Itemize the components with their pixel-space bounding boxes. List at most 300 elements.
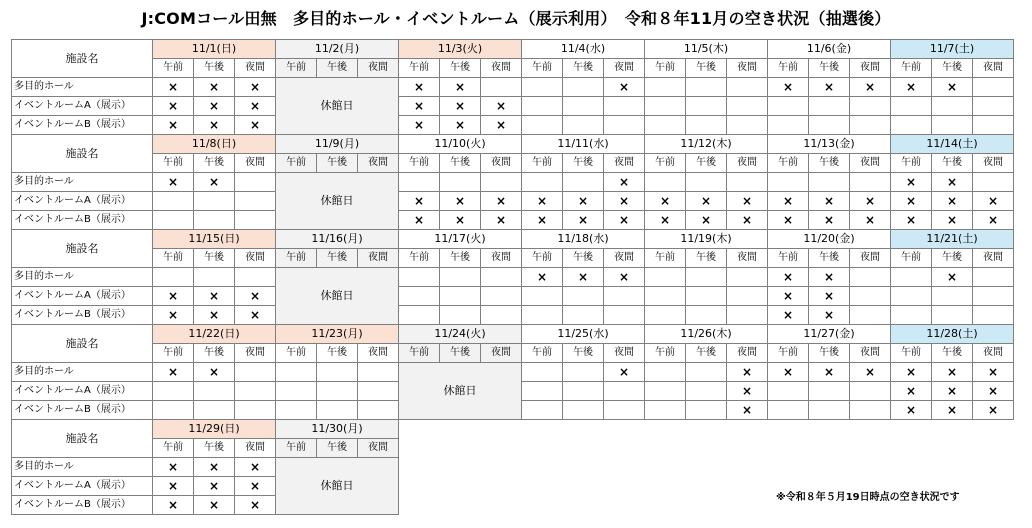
booked-mark: × — [399, 116, 440, 135]
booked-mark: × — [727, 401, 768, 420]
available-slot[interactable] — [399, 268, 440, 287]
day-date: 11/17(火) — [399, 230, 522, 249]
booked-mark: × — [850, 363, 891, 382]
available-slot[interactable] — [850, 306, 891, 325]
available-slot[interactable] — [604, 382, 645, 401]
booked-mark: × — [153, 97, 194, 116]
day-date: 11/29(日) — [153, 420, 276, 439]
booked-mark: × — [973, 211, 1014, 230]
day-date: 11/22(日) — [153, 325, 276, 344]
available-slot[interactable] — [727, 173, 768, 192]
status-note: ※令和８年５月19日時点の空き状況です — [776, 492, 960, 503]
available-slot[interactable] — [645, 401, 686, 420]
available-slot[interactable] — [850, 116, 891, 135]
booked-mark: × — [235, 477, 276, 496]
facility-header: 施設名 — [12, 40, 153, 78]
facility-row — [12, 287, 1014, 306]
slot-label: 午後 — [440, 59, 481, 78]
available-slot[interactable] — [850, 97, 891, 116]
closed-day: 休館日 — [399, 363, 522, 420]
available-slot[interactable] — [235, 401, 276, 420]
day-date: 11/19(木) — [645, 230, 768, 249]
facility-header: 施設名 — [12, 230, 153, 268]
available-slot[interactable] — [194, 401, 235, 420]
available-slot[interactable] — [932, 306, 973, 325]
available-slot[interactable] — [850, 382, 891, 401]
slot-label: 午後 — [317, 439, 358, 458]
available-slot[interactable] — [645, 78, 686, 97]
facility-name: イベントルームA（展示） — [12, 382, 153, 401]
available-slot[interactable] — [440, 173, 481, 192]
available-slot[interactable] — [563, 382, 604, 401]
day-date: 11/2(月) — [276, 40, 399, 59]
available-slot[interactable] — [522, 78, 563, 97]
available-slot[interactable] — [686, 287, 727, 306]
available-slot[interactable] — [563, 401, 604, 420]
available-slot[interactable] — [317, 363, 358, 382]
booked-mark: × — [153, 496, 194, 515]
slot-label: 午後 — [809, 344, 850, 363]
available-slot[interactable] — [891, 306, 932, 325]
slot-label: 夜間 — [481, 154, 522, 173]
slot-label: 午後 — [440, 154, 481, 173]
booked-mark: × — [194, 363, 235, 382]
facility-name: イベントルームA（展示） — [12, 97, 153, 116]
slot-label: 夜間 — [235, 59, 276, 78]
slot-label: 午後 — [194, 249, 235, 268]
booked-mark: × — [153, 458, 194, 477]
available-slot[interactable] — [973, 306, 1014, 325]
page-title: J:COMコール田無 多目的ホール・イベントルーム（展示利用） 令和８年11月の空き状況（抽選後） — [141, 9, 891, 28]
available-slot[interactable] — [809, 116, 850, 135]
facility-row — [12, 116, 1014, 135]
available-slot[interactable] — [727, 287, 768, 306]
available-slot[interactable] — [727, 116, 768, 135]
facility-header: 施設名 — [12, 135, 153, 173]
slot-label: 午前 — [399, 344, 440, 363]
available-slot[interactable] — [276, 382, 317, 401]
available-slot[interactable] — [604, 306, 645, 325]
day-date: 11/15(日) — [153, 230, 276, 249]
available-slot[interactable] — [850, 173, 891, 192]
available-slot[interactable] — [809, 382, 850, 401]
day-date: 11/25(水) — [522, 325, 645, 344]
slot-label: 夜間 — [850, 249, 891, 268]
available-slot[interactable] — [645, 306, 686, 325]
available-slot[interactable] — [768, 382, 809, 401]
facility-row — [12, 211, 1014, 230]
facility-name: 多目的ホール — [12, 268, 153, 287]
booked-mark: × — [235, 287, 276, 306]
slot-label: 午前 — [891, 59, 932, 78]
slot-label: 夜間 — [604, 249, 645, 268]
booked-mark: × — [932, 401, 973, 420]
available-slot[interactable] — [522, 363, 563, 382]
slot-label: 夜間 — [235, 154, 276, 173]
slot-label: 午前 — [645, 154, 686, 173]
booked-mark: × — [850, 211, 891, 230]
slot-label: 午後 — [809, 249, 850, 268]
booked-mark: × — [440, 211, 481, 230]
available-slot[interactable] — [768, 401, 809, 420]
slot-label: 夜間 — [973, 249, 1014, 268]
available-slot[interactable] — [973, 287, 1014, 306]
available-slot[interactable] — [973, 78, 1014, 97]
booked-mark: × — [399, 211, 440, 230]
slot-label: 午後 — [563, 344, 604, 363]
available-slot[interactable] — [194, 211, 235, 230]
available-slot[interactable] — [850, 287, 891, 306]
available-slot[interactable] — [932, 116, 973, 135]
week-date-row — [12, 230, 1014, 249]
booked-mark: × — [768, 306, 809, 325]
facility-row — [12, 97, 1014, 116]
available-slot[interactable] — [194, 192, 235, 211]
slot-label: 午前 — [891, 249, 932, 268]
slot-label: 午後 — [317, 344, 358, 363]
available-slot[interactable] — [194, 382, 235, 401]
available-slot[interactable] — [686, 97, 727, 116]
booked-mark: × — [891, 211, 932, 230]
slot-label: 午後 — [440, 249, 481, 268]
booked-mark: × — [973, 192, 1014, 211]
available-slot[interactable] — [645, 268, 686, 287]
available-slot[interactable] — [235, 382, 276, 401]
booked-mark: × — [235, 97, 276, 116]
slot-label: 午後 — [317, 154, 358, 173]
available-slot[interactable] — [153, 382, 194, 401]
available-slot[interactable] — [153, 192, 194, 211]
booked-mark: × — [235, 496, 276, 515]
booked-mark: × — [194, 306, 235, 325]
available-slot[interactable] — [153, 401, 194, 420]
slot-label: 午後 — [932, 249, 973, 268]
slot-label: 午前 — [768, 249, 809, 268]
booked-mark: × — [522, 268, 563, 287]
booked-mark: × — [809, 306, 850, 325]
week-slot-row — [12, 249, 1014, 268]
booked-mark: × — [891, 401, 932, 420]
booked-mark: × — [809, 192, 850, 211]
available-slot[interactable] — [522, 287, 563, 306]
slot-label: 夜間 — [358, 59, 399, 78]
booked-mark: × — [768, 287, 809, 306]
slot-label: 夜間 — [973, 59, 1014, 78]
slot-label: 午前 — [399, 154, 440, 173]
available-slot[interactable] — [686, 173, 727, 192]
facility-name: イベントルームB（展示） — [12, 116, 153, 135]
available-slot[interactable] — [686, 78, 727, 97]
booked-mark: × — [153, 173, 194, 192]
available-slot[interactable] — [481, 287, 522, 306]
available-slot[interactable] — [645, 173, 686, 192]
available-slot[interactable] — [563, 173, 604, 192]
slot-label: 夜間 — [727, 59, 768, 78]
slot-label: 午後 — [194, 154, 235, 173]
available-slot[interactable] — [645, 97, 686, 116]
slot-label: 午前 — [276, 249, 317, 268]
booked-mark: × — [481, 97, 522, 116]
available-slot[interactable] — [727, 268, 768, 287]
slot-label: 午前 — [768, 344, 809, 363]
available-slot[interactable] — [235, 173, 276, 192]
slot-label: 夜間 — [727, 154, 768, 173]
available-slot[interactable] — [481, 78, 522, 97]
day-date: 11/3(火) — [399, 40, 522, 59]
booked-mark: × — [686, 192, 727, 211]
available-slot[interactable] — [932, 287, 973, 306]
available-slot[interactable] — [358, 363, 399, 382]
booked-mark: × — [440, 97, 481, 116]
available-slot[interactable] — [522, 97, 563, 116]
booked-mark: × — [235, 116, 276, 135]
slot-label: 午後 — [563, 59, 604, 78]
booked-mark: × — [932, 173, 973, 192]
available-slot[interactable] — [563, 306, 604, 325]
available-slot[interactable] — [768, 116, 809, 135]
available-slot[interactable] — [235, 363, 276, 382]
day-date: 11/8(日) — [153, 135, 276, 154]
available-slot[interactable] — [973, 97, 1014, 116]
booked-mark: × — [563, 268, 604, 287]
booked-mark: × — [973, 382, 1014, 401]
day-date: 11/27(金) — [768, 325, 891, 344]
available-slot[interactable] — [317, 382, 358, 401]
available-slot[interactable] — [973, 116, 1014, 135]
available-slot[interactable] — [850, 268, 891, 287]
booked-mark: × — [481, 211, 522, 230]
slot-label: 午前 — [522, 344, 563, 363]
available-slot[interactable] — [645, 382, 686, 401]
facility-name: イベントルームB（展示） — [12, 401, 153, 420]
closed-day: 休館日 — [276, 268, 399, 325]
day-date: 11/26(木) — [645, 325, 768, 344]
slot-label: 午後 — [932, 344, 973, 363]
slot-label: 午前 — [153, 249, 194, 268]
available-slot[interactable] — [440, 268, 481, 287]
available-slot[interactable] — [522, 116, 563, 135]
booked-mark: × — [727, 382, 768, 401]
slot-label: 午前 — [645, 59, 686, 78]
booked-mark: × — [809, 268, 850, 287]
available-slot[interactable] — [686, 401, 727, 420]
available-slot[interactable] — [891, 97, 932, 116]
available-slot[interactable] — [522, 306, 563, 325]
booked-mark: × — [522, 192, 563, 211]
available-slot[interactable] — [481, 173, 522, 192]
available-slot[interactable] — [604, 287, 645, 306]
facility-row — [12, 192, 1014, 211]
day-date: 11/21(土) — [891, 230, 1014, 249]
available-slot[interactable] — [645, 116, 686, 135]
booked-mark: × — [194, 287, 235, 306]
facility-name: イベントルームB（展示） — [12, 496, 153, 515]
facility-row — [12, 363, 1014, 382]
day-date: 11/7(土) — [891, 40, 1014, 59]
available-slot[interactable] — [317, 401, 358, 420]
slot-label: 午後 — [194, 439, 235, 458]
slot-label: 午前 — [276, 344, 317, 363]
available-slot[interactable] — [727, 78, 768, 97]
available-slot[interactable] — [604, 401, 645, 420]
slot-label: 午後 — [194, 344, 235, 363]
booked-mark: × — [891, 78, 932, 97]
available-slot[interactable] — [891, 268, 932, 287]
week-date-row — [12, 40, 1014, 59]
slot-label: 午前 — [399, 59, 440, 78]
slot-label: 午後 — [686, 344, 727, 363]
booked-mark: × — [153, 78, 194, 97]
available-slot[interactable] — [563, 78, 604, 97]
available-slot[interactable] — [522, 173, 563, 192]
day-date: 11/30(月) — [276, 420, 399, 439]
available-slot[interactable] — [809, 97, 850, 116]
available-slot[interactable] — [686, 382, 727, 401]
facility-name: イベントルームA（展示） — [12, 192, 153, 211]
slot-label: 午前 — [891, 154, 932, 173]
booked-mark: × — [932, 363, 973, 382]
booked-mark: × — [194, 173, 235, 192]
available-slot[interactable] — [809, 401, 850, 420]
available-slot[interactable] — [891, 287, 932, 306]
available-slot[interactable] — [358, 401, 399, 420]
day-date: 11/4(水) — [522, 40, 645, 59]
available-slot[interactable] — [973, 173, 1014, 192]
available-slot[interactable] — [563, 97, 604, 116]
slot-label: 午前 — [399, 249, 440, 268]
facility-name: 多目的ホール — [12, 458, 153, 477]
booked-mark: × — [850, 192, 891, 211]
available-slot[interactable] — [563, 363, 604, 382]
available-slot[interactable] — [440, 306, 481, 325]
available-slot[interactable] — [727, 97, 768, 116]
facility-row — [12, 173, 1014, 192]
slot-label: 午前 — [153, 154, 194, 173]
slot-label: 午後 — [809, 59, 850, 78]
available-slot[interactable] — [973, 268, 1014, 287]
available-slot[interactable] — [276, 401, 317, 420]
booked-mark: × — [481, 116, 522, 135]
available-slot[interactable] — [153, 211, 194, 230]
booked-mark: × — [235, 78, 276, 97]
facility-name: イベントルームA（展示） — [12, 477, 153, 496]
facility-header: 施設名 — [12, 325, 153, 363]
day-date: 11/20(金) — [768, 230, 891, 249]
closed-day: 休館日 — [276, 458, 399, 515]
booked-mark: × — [153, 477, 194, 496]
available-slot[interactable] — [481, 306, 522, 325]
booked-mark: × — [440, 78, 481, 97]
slot-label: 午前 — [153, 59, 194, 78]
slot-label: 夜間 — [481, 59, 522, 78]
facility-name: イベントルームB（展示） — [12, 211, 153, 230]
booked-mark: × — [809, 211, 850, 230]
day-date: 11/28(土) — [891, 325, 1014, 344]
available-slot[interactable] — [768, 97, 809, 116]
slot-label: 夜間 — [850, 344, 891, 363]
facility-name: 多目的ホール — [12, 78, 153, 97]
available-slot[interactable] — [399, 306, 440, 325]
available-slot[interactable] — [645, 363, 686, 382]
available-slot[interactable] — [604, 116, 645, 135]
booked-mark: × — [440, 192, 481, 211]
available-slot[interactable] — [235, 268, 276, 287]
available-slot[interactable] — [850, 401, 891, 420]
slot-label: 夜間 — [235, 344, 276, 363]
booked-mark: × — [768, 363, 809, 382]
available-slot[interactable] — [153, 268, 194, 287]
available-slot[interactable] — [358, 382, 399, 401]
available-slot[interactable] — [686, 363, 727, 382]
closed-day: 休館日 — [276, 78, 399, 135]
available-slot[interactable] — [686, 306, 727, 325]
booked-mark: × — [809, 78, 850, 97]
slot-label: 午前 — [276, 154, 317, 173]
slot-label: 午前 — [276, 59, 317, 78]
slot-label: 午前 — [645, 344, 686, 363]
booked-mark: × — [153, 306, 194, 325]
booked-mark: × — [727, 363, 768, 382]
closed-day: 休館日 — [276, 173, 399, 230]
day-date: 11/12(木) — [645, 135, 768, 154]
available-slot[interactable] — [809, 173, 850, 192]
available-slot[interactable] — [440, 287, 481, 306]
booked-mark: × — [850, 78, 891, 97]
available-slot[interactable] — [686, 268, 727, 287]
available-slot[interactable] — [522, 401, 563, 420]
available-slot[interactable] — [563, 116, 604, 135]
booked-mark: × — [399, 97, 440, 116]
available-slot[interactable] — [727, 306, 768, 325]
booked-mark: × — [973, 363, 1014, 382]
booked-mark: × — [727, 211, 768, 230]
slot-label: 夜間 — [358, 249, 399, 268]
slot-label: 午前 — [522, 59, 563, 78]
slot-label: 夜間 — [973, 344, 1014, 363]
day-date: 11/16(月) — [276, 230, 399, 249]
available-slot[interactable] — [563, 287, 604, 306]
slot-label: 夜間 — [604, 344, 645, 363]
slot-label: 午前 — [153, 439, 194, 458]
available-slot[interactable] — [481, 268, 522, 287]
available-slot[interactable] — [932, 97, 973, 116]
available-slot[interactable] — [768, 173, 809, 192]
booked-mark: × — [481, 192, 522, 211]
available-slot[interactable] — [235, 192, 276, 211]
booked-mark: × — [891, 173, 932, 192]
day-date: 11/11(水) — [522, 135, 645, 154]
slot-label: 午後 — [932, 154, 973, 173]
booked-mark: × — [563, 211, 604, 230]
booked-mark: × — [727, 192, 768, 211]
available-slot[interactable] — [522, 382, 563, 401]
booked-mark: × — [932, 268, 973, 287]
available-slot[interactable] — [235, 211, 276, 230]
booked-mark: × — [604, 192, 645, 211]
available-slot[interactable] — [891, 116, 932, 135]
available-slot[interactable] — [604, 97, 645, 116]
available-slot[interactable] — [645, 287, 686, 306]
slot-label: 午前 — [153, 344, 194, 363]
day-date: 11/6(金) — [768, 40, 891, 59]
available-slot[interactable] — [686, 116, 727, 135]
slot-label: 午後 — [686, 249, 727, 268]
available-slot[interactable] — [399, 173, 440, 192]
available-slot[interactable] — [399, 287, 440, 306]
available-slot[interactable] — [194, 268, 235, 287]
available-slot[interactable] — [276, 363, 317, 382]
day-date: 11/23(月) — [276, 325, 399, 344]
